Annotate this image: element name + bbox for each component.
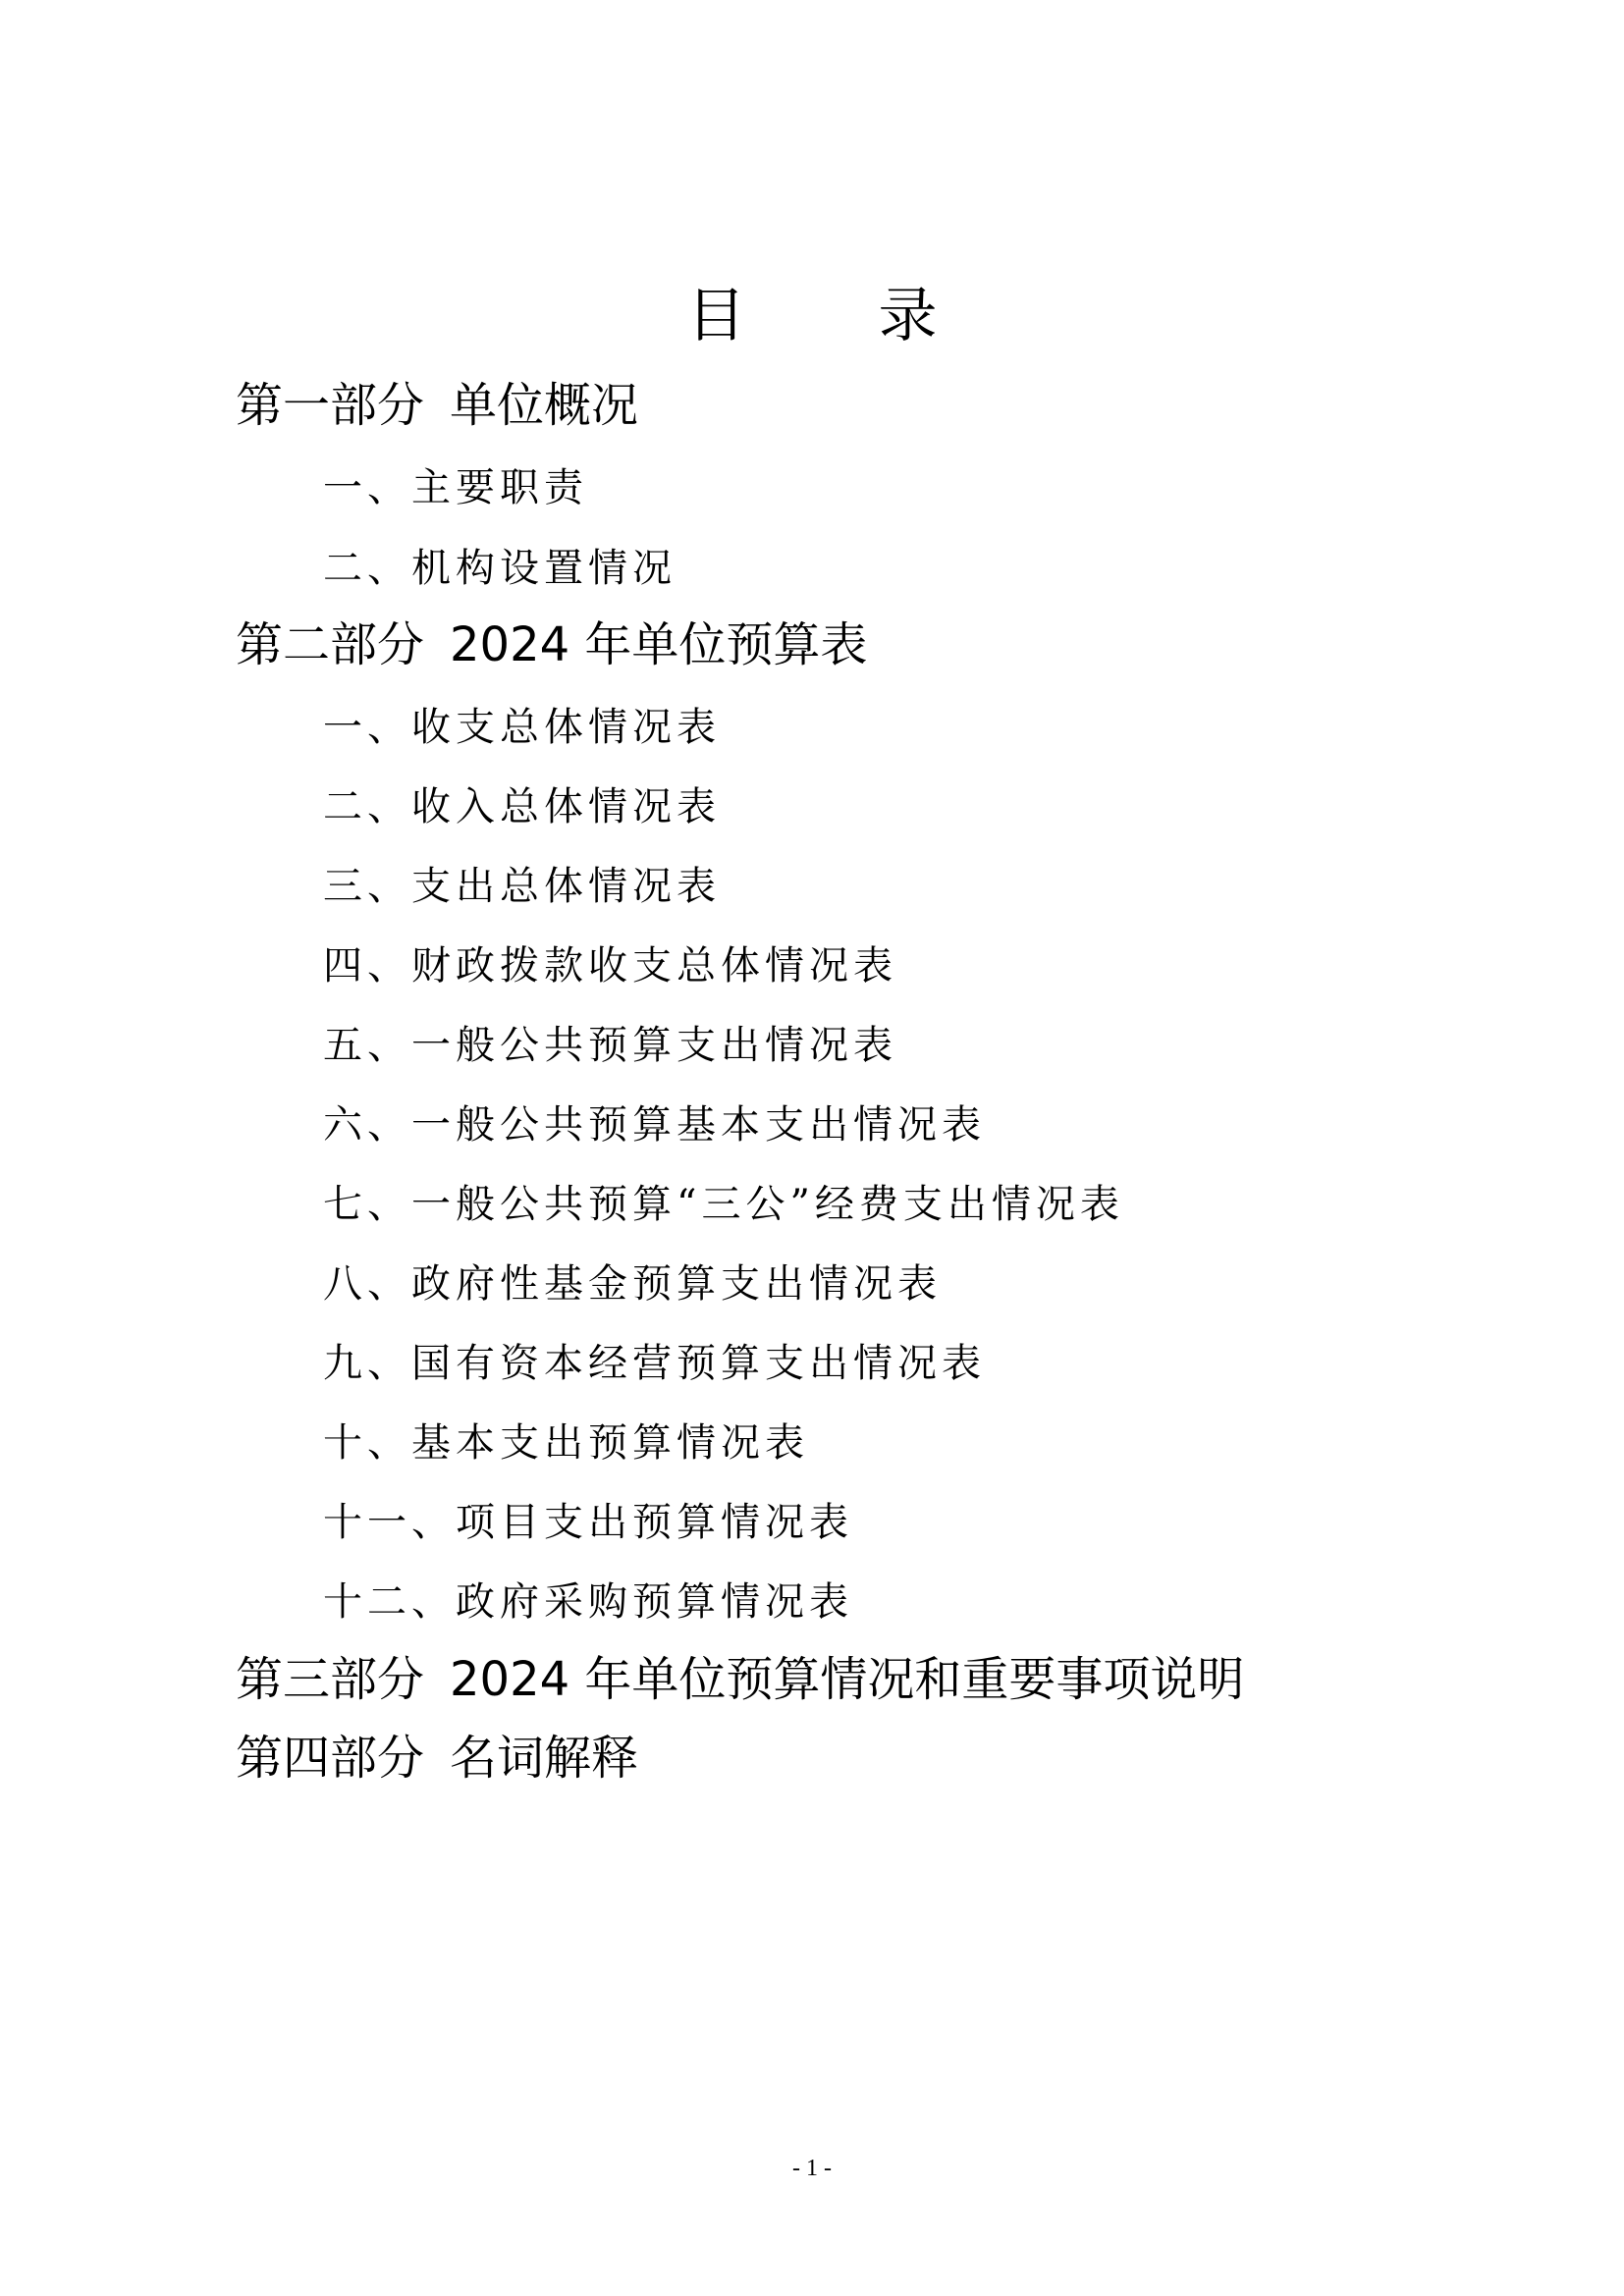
toc-item[interactable]: 一、主要职责 [323,465,588,510]
toc-item[interactable]: 九、国有资本经营预算支出情况表 [323,1341,986,1386]
part-number: 第三部分 [236,1652,425,1707]
toc-part-4[interactable] [236,1728,638,1789]
toc-item[interactable]: 十、基本支出预算情况表 [323,1420,809,1466]
toc-item[interactable]: 十二、政府采购预算情况表 [323,1579,853,1625]
part-number: 第一部分 [236,378,425,433]
part-title: 2024 年单位预算表 [450,617,868,672]
toc-part-1[interactable] [236,375,638,436]
part-title: 2024 年单位预算情况和重要事项说明 [450,1652,1245,1707]
part-title: 单位概况 [450,378,639,433]
part-title: 名词解释 [450,1731,639,1786]
toc-item[interactable]: 五、一般公共预算支出情况表 [323,1023,897,1068]
toc-part-2[interactable] [236,614,867,675]
page-number: - 1 - [792,2156,832,2181]
toc-part-3[interactable] [236,1649,1244,1710]
toc-item[interactable]: 六、一般公共预算基本支出情况表 [323,1102,986,1148]
toc-item[interactable]: 七、一般公共预算“三公”经费支出情况表 [323,1182,1124,1227]
toc-item[interactable]: 一、收支总体情况表 [323,705,721,750]
toc-item[interactable]: 二、机构设置情况 [323,546,677,591]
toc-item[interactable]: 三、支出总体情况表 [323,864,721,909]
toc-item[interactable]: 四、财政拨款收支总体情况表 [323,943,897,988]
part-number: 第二部分 [236,617,425,672]
toc-item[interactable]: 二、收入总体情况表 [323,784,721,829]
toc-item[interactable]: 十一、项目支出预算情况表 [323,1500,853,1545]
part-number: 第四部分 [236,1731,425,1786]
page-title: 目 录 [686,282,995,350]
toc-item[interactable]: 八、政府性基金预算支出情况表 [323,1261,942,1307]
